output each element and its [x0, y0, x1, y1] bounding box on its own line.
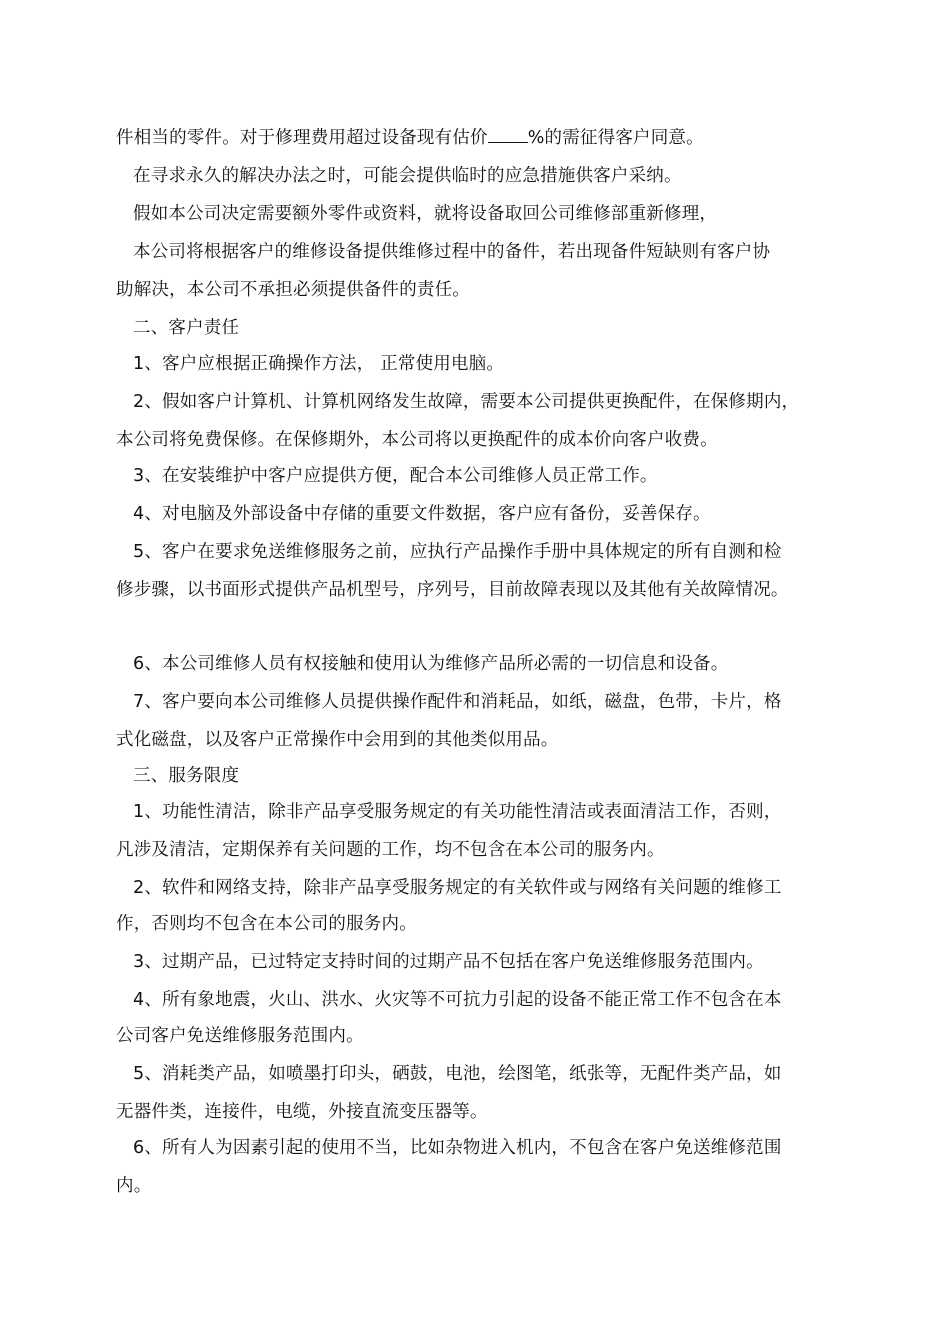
section-heading: 三、服务限度 [133, 766, 240, 786]
list-item: 6、所有人为因素引起的使用不当，比如杂物进入机内，不包含在客户免送维修范围 [133, 1138, 782, 1158]
text-line [116, 126, 856, 150]
list-item: 3、过期产品，已过特定支持时间的过期产品不包括在客户免送维修服务范围内。 [133, 952, 764, 972]
paragraph-line: 在寻求永久的解决办法之时，可能会提供临时的应急措施供客户采纳。 [133, 166, 682, 186]
list-item-continuation: 凡涉及清洁，定期保养有关问题的工作，均不包含在本公司的服务内。 [116, 840, 665, 860]
list-item-continuation: 修步骤，以书面形式提供产品机型号，序列号，目前故障表现以及其他有关故障情况。 [116, 580, 789, 600]
text-segment: 件相当的零件。对于修理费用超过设备现有估价 [116, 128, 488, 148]
list-item: 5、客户在要求免送维修服务之前，应执行产品操作手册中具体规定的所有自测和检 [133, 542, 782, 562]
list-item-continuation: 无器件类，连接件，电缆，外接直流变压器等。 [116, 1102, 488, 1122]
list-item: 4、所有象地震，火山、洪水、火灾等不可抗力引起的设备不能正常工作不包含在本 [133, 990, 782, 1010]
list-item-continuation: 作，否则均不包含在本公司的服务内。 [116, 914, 417, 934]
list-item-continuation: 公司客户免送维修服务范围内。 [116, 1026, 364, 1046]
list-item: 5、消耗类产品，如喷墨打印头，硒鼓，电池，绘图笔，纸张等，无配件类产品，如 [133, 1064, 782, 1084]
list-item: 7、客户要向本公司维修人员提供操作配件和消耗品，如纸，磁盘，色带，卡片，格 [133, 692, 782, 712]
list-item: 6、本公司维修人员有权接触和使用认为维修产品所必需的一切信息和设备。 [133, 654, 729, 674]
list-item: 4、对电脑及外部设备中存储的重要文件数据，客户应有备份，妥善保存。 [133, 504, 711, 524]
fill-in-blank [488, 126, 528, 143]
list-item: 3、在安装维护中客户应提供方便，配合本公司维修人员正常工作。 [133, 466, 658, 486]
list-item: 1、客户应根据正确操作方法， 正常使用电脑。 [133, 354, 505, 374]
section-heading: 二、客户责任 [133, 318, 240, 338]
paragraph-line: 助解决，本公司不承担必须提供备件的责任。 [116, 280, 470, 300]
list-item: 2、软件和网络支持，除非产品享受服务规定的有关软件或与网络有关问题的维修工 [133, 878, 782, 898]
list-item: 2、假如客户计算机、计算机网络发生故障，需要本公司提供更换配件，在保修期内， [133, 392, 800, 412]
list-item: 1、功能性清洁，除非产品享受服务规定的有关功能性清洁或表面清洁工作，否则， [133, 802, 782, 822]
paragraph-line: 本公司将根据客户的维修设备提供维修过程中的备件，若出现备件短缺则有客户协 [133, 242, 771, 262]
list-item-continuation: 内。 [116, 1176, 152, 1196]
paragraph-line: 假如本公司决定需要额外零件或资料，就将设备取回公司维修部重新修理， [133, 204, 718, 224]
list-item-continuation: 本公司将免费保修。在保修期外，本公司将以更换配件的成本价向客户收费。 [116, 430, 718, 450]
text-segment: %的需征得客户同意。 [527, 128, 704, 148]
list-item-continuation: 式化磁盘，以及客户正常操作中会用到的其他类似用品。 [116, 730, 559, 750]
